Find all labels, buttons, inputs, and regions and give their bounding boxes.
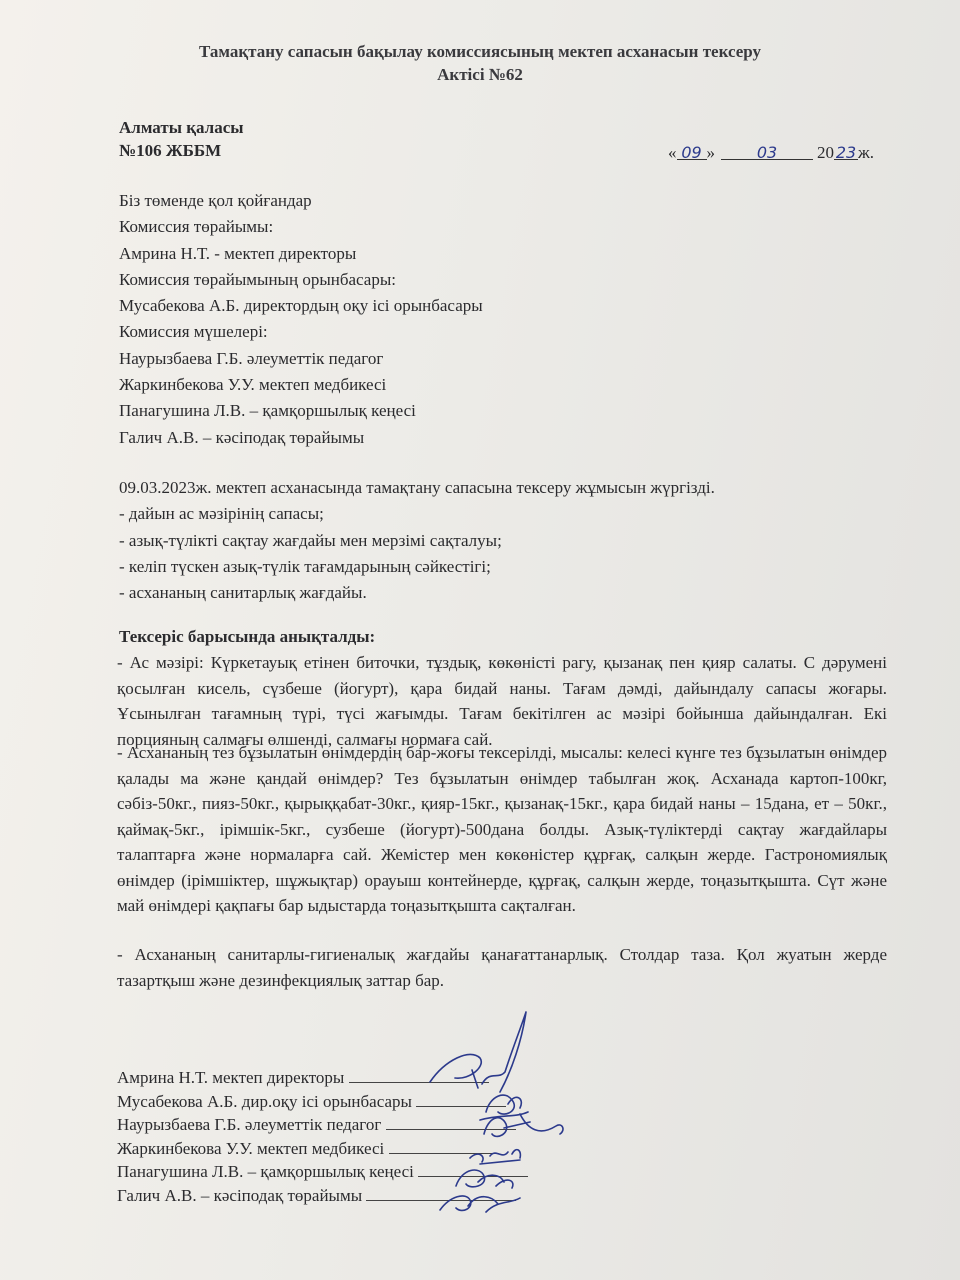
title-line-1: Тамақтану сапасын бақылау комиссиясының мектеп асханасын тексеру (198, 42, 761, 61)
inspection-item: - азық-түлікті сақтау жағдайы мен мерзімі сақталуы; (119, 530, 502, 550)
signatory-name: Жаркинбекова У.У. мектеп медбикесі (117, 1138, 385, 1158)
date-month: 03 (756, 143, 778, 162)
signature-line (386, 1113, 516, 1130)
signatory-name: Амрина Н.Т. мектеп директоры (117, 1068, 345, 1087)
date-year-prefix: 20 (817, 143, 834, 162)
signatory-name: Панагушина Л.В. – қамқоршылық кеңесі (117, 1162, 414, 1181)
signature-line (349, 1066, 489, 1083)
signatory-name: Галич А.В. – кәсіподақ төрайымы (117, 1185, 363, 1205)
member-line: Комиссия төрайымының орынбасары: (119, 269, 396, 289)
findings-heading: Тексеріс барысында анықталды: (119, 627, 376, 646)
date-close-quote: » (706, 143, 715, 162)
date-year-field (834, 141, 858, 160)
date-year-unit: ж. (858, 143, 874, 162)
findings-menu-paragraph: - Ас мәзірі: Күркетауық етінен биточки, тұздық, көкөністі рагу, қызанақ пен қияр салаты. С дәрумені қосылған кисель, сүзбеше (йогурт), қара бидай наны. Тағам дәмді, дайындалу сапасы жоғары. Ұсынылған тағамның түрі, түсі жағымды. Тағам бекітілген ас мәзірі бойынша дайындалған. Екі порцияның салмағы өлшенді, салмағы нормаға сай. (117, 653, 887, 749)
date-year-suffix: 23 (835, 143, 857, 162)
member-line: Панагушина Л.В. – қамқоршылық кеңесі (119, 401, 416, 421)
school-label: №106 ЖББМ (119, 141, 222, 160)
member-line: Жаркинбекова У.У. мектеп медбикесі (119, 375, 387, 395)
signature-line (389, 1137, 499, 1154)
signatory-row (117, 1090, 528, 1114)
signatory-row (117, 1184, 528, 1208)
signatory-row (117, 1113, 528, 1137)
document-title (0, 40, 960, 86)
city-label: Алматы қаласы (119, 118, 244, 137)
date-day: 09 (681, 143, 702, 162)
member-line: Мусабекова А.Б. директордың оқу ісі орынбасары (119, 296, 483, 316)
member-line: Наурызбаева Г.Б. әлеуметтік педагог (119, 348, 384, 368)
findings-sanitary-paragraph: - Асхананың санитарлы-гигиеналық жағдайы қанағаттанарлық. Столдар таза. Қол жуатын жерде тазартқыш және дезинфекциялық заттар бар. (117, 945, 887, 990)
inspection-item: - дайын ас мәзірінің сапасы; (119, 504, 324, 524)
member-line: Біз төменде қол қойғандар (119, 191, 312, 210)
member-line: Комиссия төрайымы: (119, 217, 274, 237)
date-day-field (677, 141, 707, 160)
inspection-intro: 09.03.2023ж. мектеп асханасында тамақтану сапасына тексеру жұмысын жүргізді. (119, 478, 715, 497)
document-date (668, 141, 874, 164)
inspection-item: - асхананың санитарлық жағдайы. (119, 583, 367, 603)
inspection-item: - келіп түскен азық-түлік тағамдарының сәйкестігі; (119, 556, 491, 576)
signatory-name: Наурызбаева Г.Б. әлеуметтік педагог (117, 1115, 382, 1134)
signature-line (418, 1160, 528, 1177)
member-line: Амрина Н.Т. - мектеп директоры (119, 243, 357, 263)
date-open-quote: « (668, 143, 677, 162)
signatory-row (117, 1066, 528, 1090)
commission-members (119, 188, 889, 451)
member-line: Галич А.В. – кәсіподақ төрайымы (119, 427, 365, 447)
title-line-2: Актісі №62 (437, 65, 523, 84)
signature-line (366, 1184, 516, 1201)
signatures-block (117, 1066, 528, 1207)
signature-line (416, 1090, 506, 1107)
signatory-row (117, 1160, 528, 1184)
date-month-field (721, 141, 813, 160)
inspection-scope (119, 475, 889, 606)
findings-storage-paragraph: - Асхананың тез бұзылатын өнімдердің бар-жоғы тексерілді, мысалы: келесі күнге тез бұзылатын өнімдер қалады ма және қандай өнімдер? Тез бұзылатын өнімдер табылған жоқ. Асханада картоп-100кг, сәбіз-50кг., пияз-50кг., қырыққабат-30кг., қияр-15кг., қызанақ-15кг., қара бидай наны – 15дана, ет – 50кг., қаймақ-5кг., ірімшік-5кг., сузбеше (йогурт)-500дана болды. Азық-түліктерді сақтау жағдайлары талаптарға және нормаларға сай. Жемістер мен көкөністер құрғақ, салқын жерде. Гастрономиялық өнімдер (ірімшіктер, шұжықтар) орауыш контейнерде, құрғақ, салқын жерде, тоңазытқышта. Сүт және май өнімдері қақпағы бар ыдыстарда тоңазытқышта сақталған. (117, 743, 887, 915)
signatory-row (117, 1137, 528, 1161)
member-line: Комиссия мүшелері: (119, 322, 268, 342)
signatory-name: Мусабекова А.Б. дир.оқу ісі орынбасары (117, 1091, 412, 1111)
